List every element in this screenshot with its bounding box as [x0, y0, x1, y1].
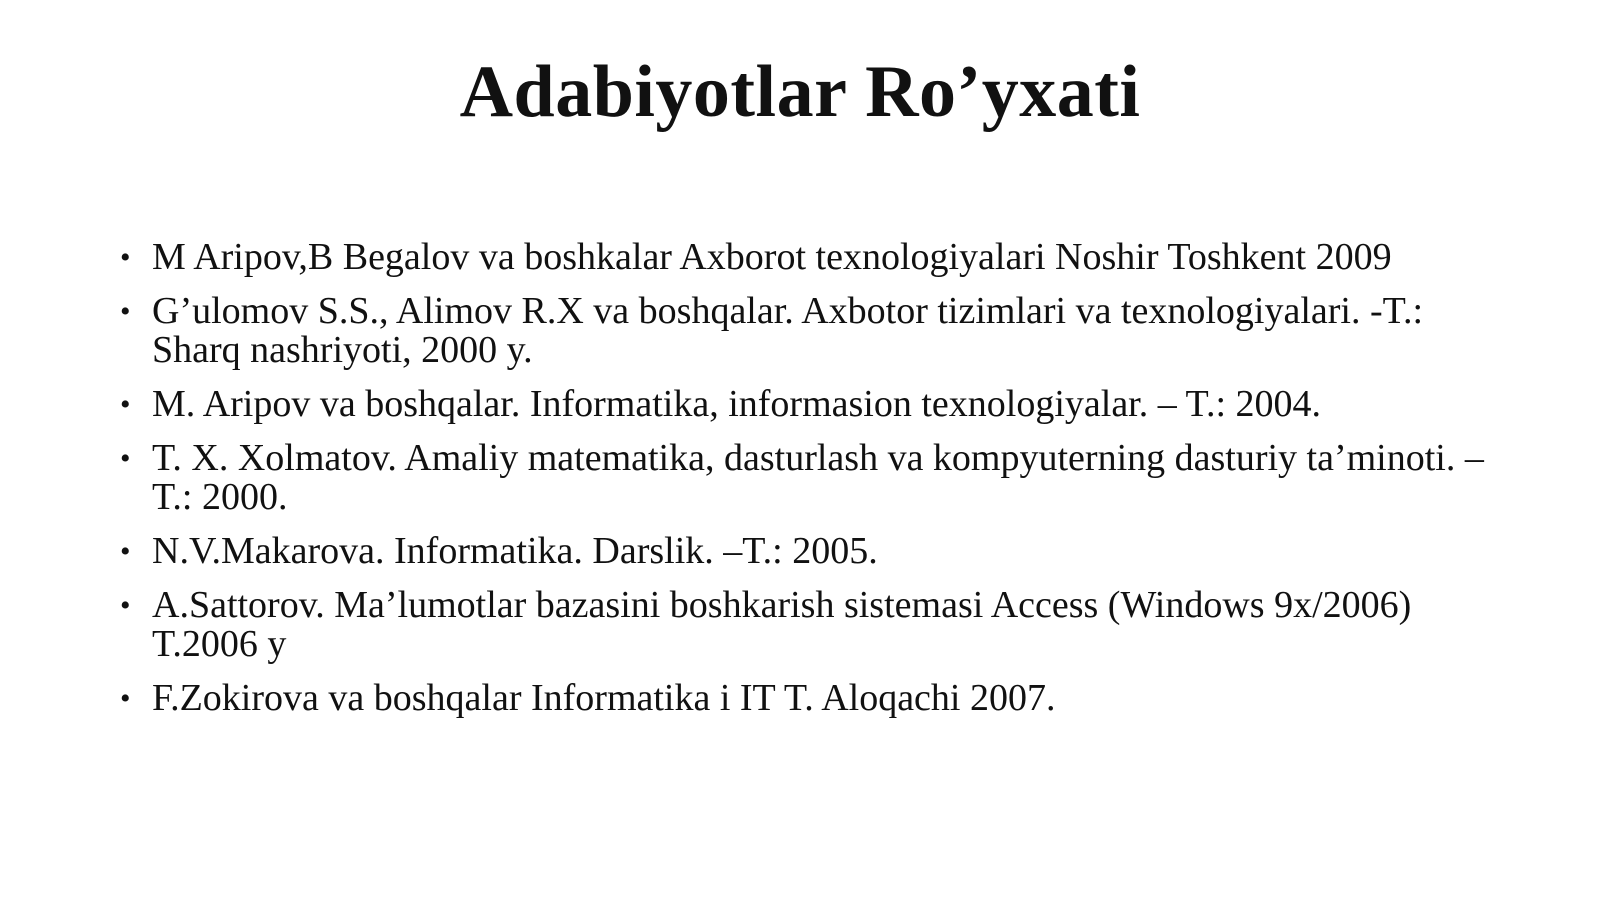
reference-item — [120, 385, 1520, 424]
bullet-icon: • — [120, 589, 131, 622]
bullet-icon: • — [120, 682, 131, 715]
reference-text: F.Zokirova va boshqalar Informatika i IT T. Aloqachi 2007. — [152, 677, 1056, 719]
reference-item — [120, 586, 1520, 664]
reference-item — [120, 679, 1520, 718]
bullet-icon: • — [120, 241, 131, 274]
reference-item — [120, 439, 1520, 517]
bullet-icon: • — [120, 295, 131, 328]
reference-item — [120, 238, 1520, 277]
reference-text: A.Sattorov. Ma’lumotlar bazasini boshkarish sistemasi Access (Windows 9x/2006) T.2006 y — [152, 584, 1412, 665]
reference-item — [120, 292, 1520, 370]
reference-text: M. Aripov va boshqalar. Informatika, informasion texnologiyalar. – T.: 2004. — [152, 383, 1322, 425]
reference-list — [120, 238, 1520, 733]
bullet-icon: • — [120, 388, 131, 421]
bullet-icon: • — [120, 442, 131, 475]
bullet-icon: • — [120, 535, 131, 568]
reference-item — [120, 532, 1520, 571]
reference-text: G’ulomov S.S., Alimov R.X va boshqalar. Axbotor tizimlari va texnologiyalari. -T.: Sharq nashriyoti, 2000 y. — [152, 290, 1424, 371]
reference-text: N.V.Makarova. Informatika. Darslik. –T.: 2005. — [152, 530, 878, 572]
reference-text: M Aripov,B Begalov va boshkalar Axborot texnologiyalari Noshir Toshkent 2009 — [152, 236, 1392, 278]
reference-text: T. X. Xolmatov. Amaliy matematika, dasturlash va kompyuterning dasturiy ta’minoti. – T.: 2000. — [152, 437, 1484, 518]
slide-title: Adabiyotlar Ro’yxati — [459, 51, 1141, 133]
